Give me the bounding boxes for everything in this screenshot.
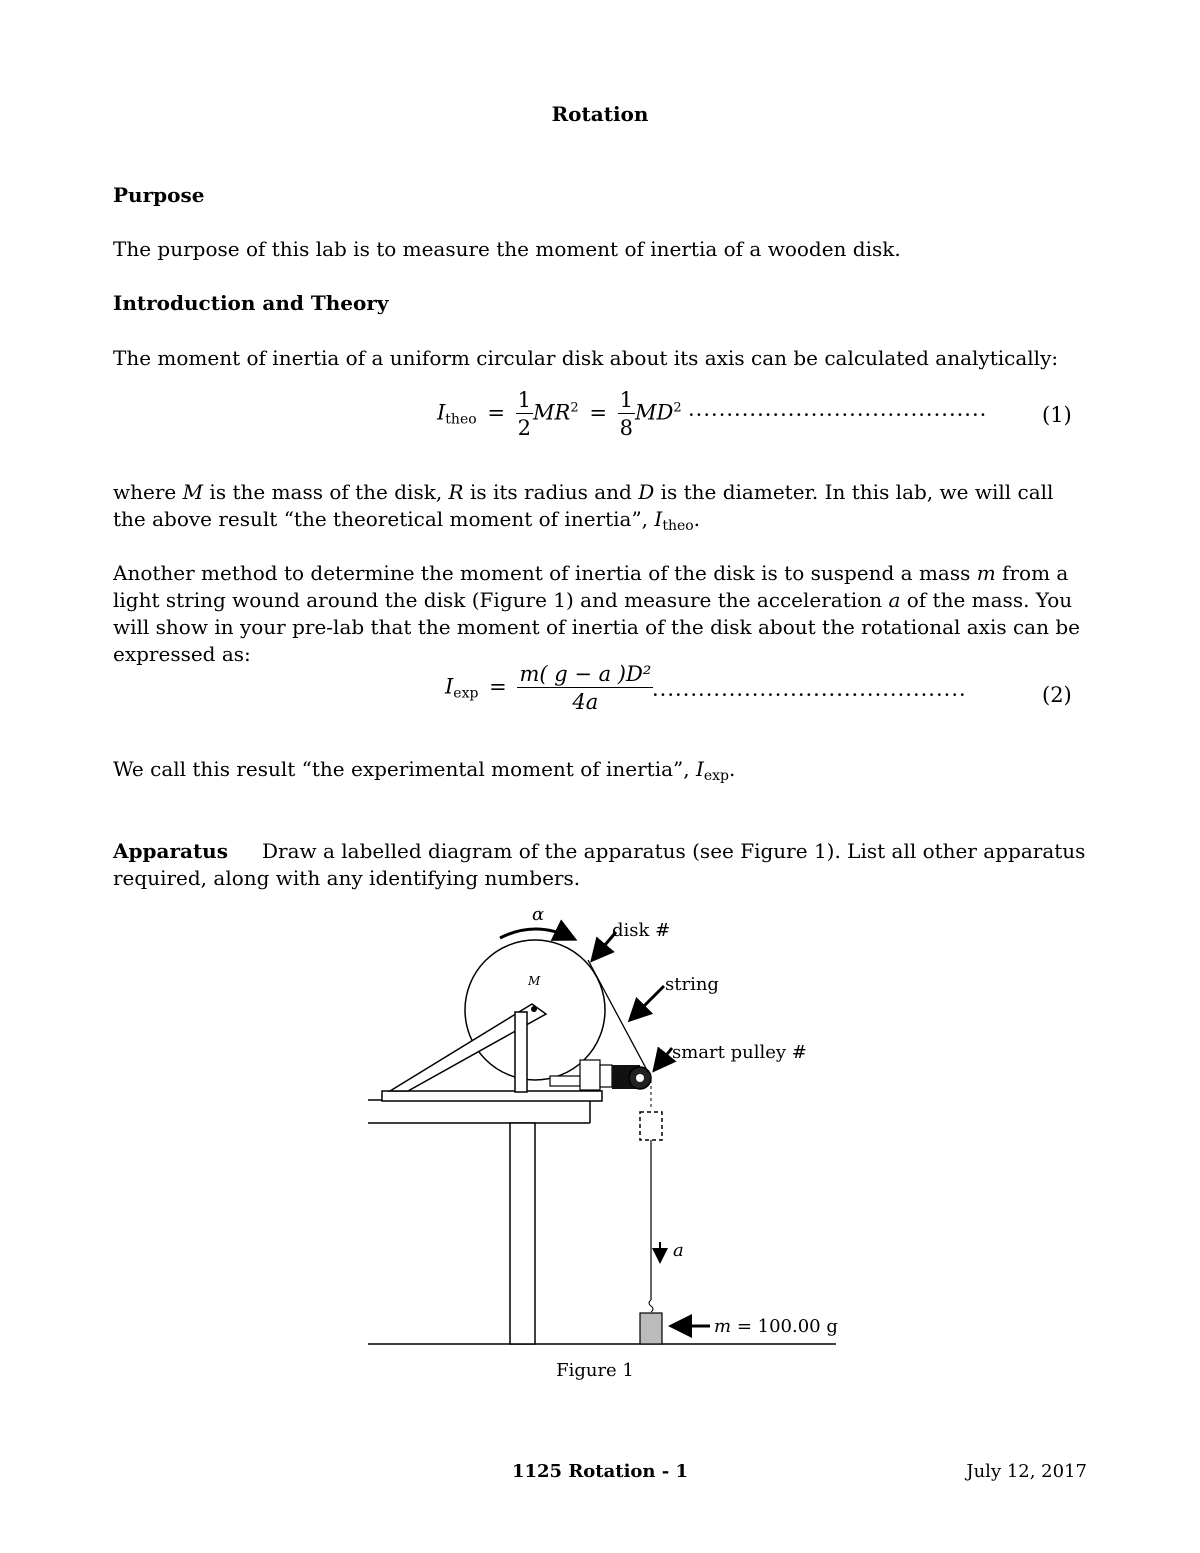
eq2-number: (2): [1042, 683, 1072, 707]
intro-paragraph-4: We call this result “the experimental moment of inertia”, $I_{exp}$.: [113, 757, 736, 784]
figure-mass-M-label: M: [528, 974, 541, 988]
string-label-arrow: [632, 986, 664, 1018]
figure-disk-label: disk #: [612, 920, 671, 941]
intro-heading: Introduction and Theory: [113, 291, 389, 315]
eq2-leader-dots: ·········································: [652, 683, 967, 707]
eq1-leader-dots: ·······································: [688, 403, 988, 427]
equation-2: $I_{exp}$ = $\frac{\text{m( g − a )D²}}{4a}$: [445, 662, 652, 714]
pulley-clamp: [580, 1060, 600, 1090]
figure-alpha-label: α: [532, 904, 545, 925]
eq1-number: (1): [1042, 403, 1072, 427]
axle: [531, 1006, 537, 1012]
figure-caption: Figure 1: [556, 1360, 634, 1381]
footer-page-label: 1125 Rotation - 1: [511, 1461, 689, 1482]
intro-paragraph-1: The moment of inertia of a uniform circular disk about its axis can be calculated analytically:: [113, 346, 1059, 370]
table-leg: [510, 1123, 535, 1344]
equation-1: $I_{theo}$ = $\frac{1}{2}$ $MR^2$ = $\frac{1}{8}$ $MD^2$: [437, 388, 682, 440]
apparatus-paragraph: Apparatus Draw a labelled diagram of the apparatus (see Figure 1). List all other apparatus required, along with any identifying numbers.: [113, 839, 1086, 890]
page-title: Rotation: [551, 102, 649, 126]
apparatus-heading: Apparatus: [113, 839, 228, 863]
eq1-term2: MD: [634, 400, 674, 425]
hanging-mass-initial: [640, 1112, 662, 1140]
hanging-mass: [640, 1313, 662, 1344]
pulley-label-arrow: [656, 1048, 672, 1068]
eq1-lhs-sub: theo: [445, 411, 477, 428]
figure-string-label: string: [665, 974, 719, 995]
intro-paragraph-3: Another method to determine the moment of inertia of the disk is to suspend a mass m from a light string wound around the disk (Figure 1) and measure the acceleration a of the mass. You will show in your pre-lab that the moment of inertia of the disk about the rotational axis can be expressed as:: [113, 561, 1080, 666]
vertical-support: [515, 1012, 527, 1092]
figure-acceleration-label: a: [673, 1240, 684, 1261]
base-plank: [382, 1091, 602, 1101]
footer-date: July 12, 2017: [966, 1461, 1087, 1482]
eq1-lhs: I: [437, 400, 446, 425]
eq1-fraction-1: $\frac{1}{2}$: [517, 388, 532, 440]
intro-paragraph-2: where M is the mass of the disk, R is its radius and D is the diameter. In this lab, we will call the above result “the theoretical moment of inertia”, $I_{theo}$.: [113, 480, 1054, 534]
figure-pulley-label: smart pulley #: [672, 1042, 807, 1063]
eq1-equals: =: [487, 400, 505, 425]
eq1-fraction-2: $\frac{1}{8}$: [619, 388, 633, 440]
figure-mass-value: m = 100.00 g: [714, 1316, 838, 1337]
angular-acceleration-arrow: [500, 929, 572, 938]
purpose-text: The purpose of this lab is to measure the moment of inertia of a wooden disk.: [113, 237, 901, 261]
purpose-heading: Purpose: [113, 183, 205, 207]
eq2-fraction: $\frac{\text{m( g − a )D²}}{4a}$: [519, 662, 652, 714]
eq1-term1: MR: [533, 400, 571, 425]
figure-1-diagram: [360, 900, 850, 1360]
